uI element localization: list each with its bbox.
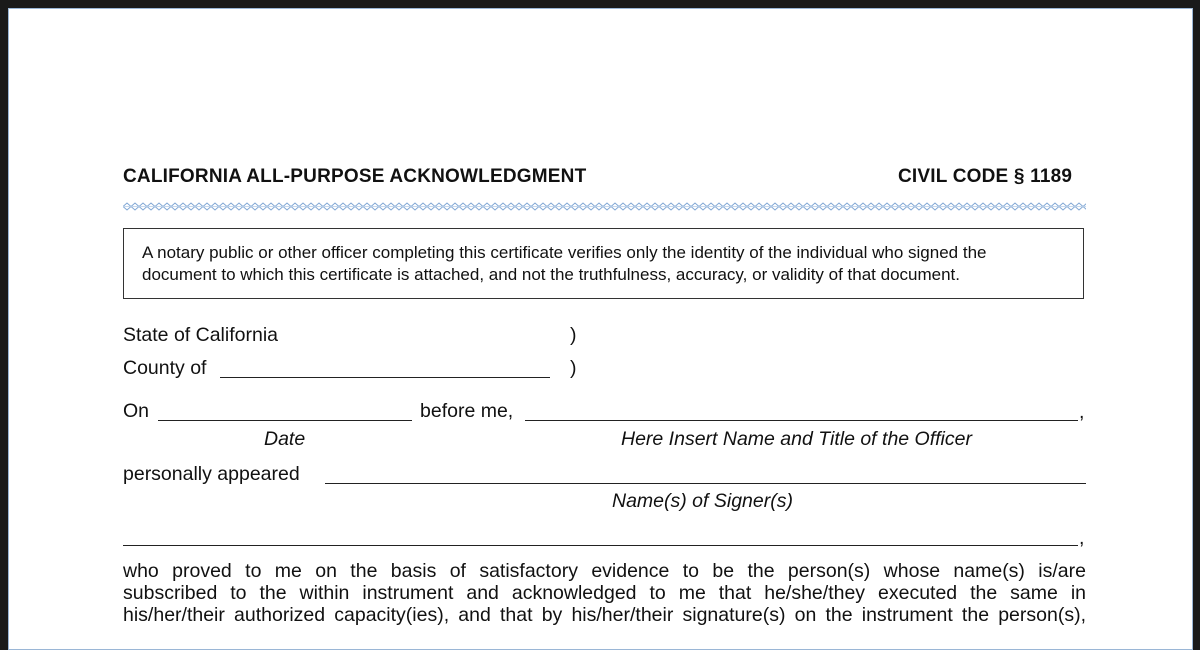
before-me-label: before me,	[420, 400, 514, 422]
acknowledgment-paragraph	[123, 560, 1086, 626]
appeared-label: personally appeared	[123, 463, 300, 485]
notice-line-1: A notary public or other officer completing this certificate verifies only the identity of the individual who signed the	[142, 243, 987, 262]
document-page	[8, 8, 1193, 650]
body-line-3: his/her/their authorized capacity(ies), and that by his/her/their signature(s) on the instrument the person(s),	[123, 604, 1086, 626]
state-label: State of California	[123, 324, 279, 346]
signer-caption: Name(s) of Signer(s)	[612, 490, 793, 512]
officer-name-field[interactable]	[525, 420, 1078, 421]
body-line-2: subscribed to the within instrument and acknowledged to me that he/she/they executed the same in	[123, 582, 1086, 604]
notice-box	[123, 228, 1084, 299]
officer-comma: ,	[1079, 401, 1085, 423]
form-title: CALIFORNIA ALL-PURPOSE ACKNOWLEDGMENT	[123, 166, 587, 187]
decorative-rule	[123, 202, 1086, 211]
on-label: On	[123, 400, 150, 422]
county-paren: )	[570, 357, 577, 379]
date-caption: Date	[264, 428, 306, 450]
county-label: County of	[123, 357, 207, 379]
signer-name-field[interactable]	[325, 483, 1086, 484]
county-field[interactable]	[220, 377, 550, 378]
signer-comma: ,	[1079, 527, 1085, 549]
body-line-1: who proved to me on the basis of satisfactory evidence to be the person(s) whose name(s) is/are	[123, 560, 1086, 582]
notice-line-2: document to which this certificate is attached, and not the truthfulness, accuracy, or validity of that document.	[142, 265, 961, 284]
civil-code-reference: CIVIL CODE § 1189	[898, 166, 1073, 187]
officer-caption: Here Insert Name and Title of the Officer	[621, 428, 972, 450]
date-field[interactable]	[158, 420, 412, 421]
state-paren: )	[570, 324, 577, 346]
signer-name-continuation-field[interactable]	[123, 545, 1078, 546]
